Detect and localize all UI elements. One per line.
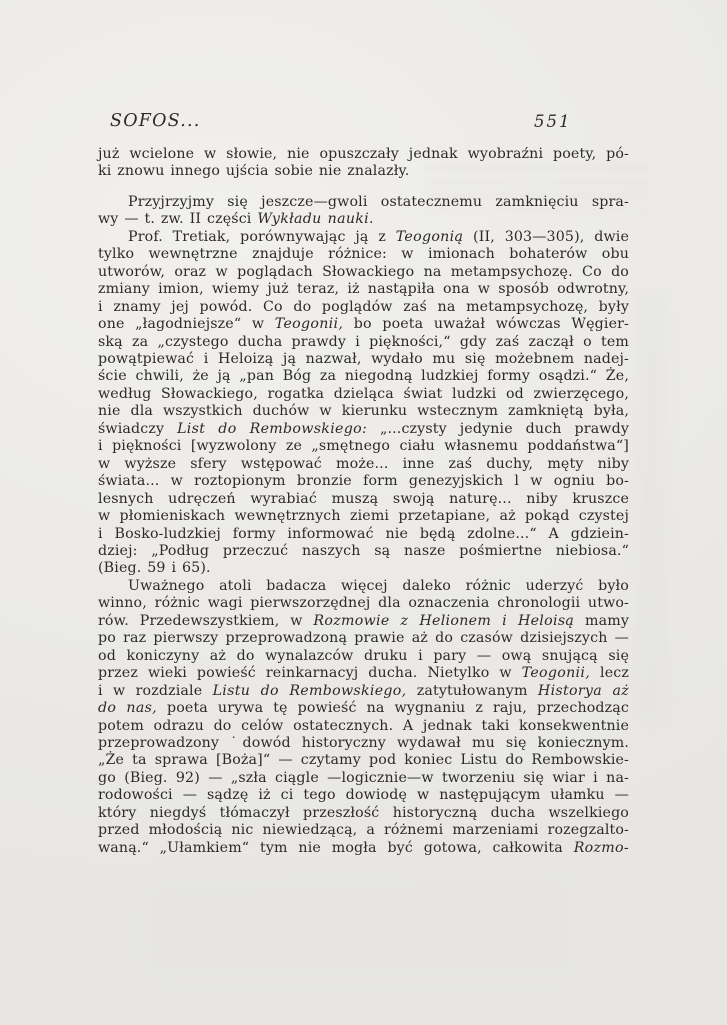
text-line (98, 386, 629, 403)
text-line (98, 805, 629, 822)
text-line (98, 421, 629, 438)
italic-text-segment: do nas, (98, 700, 157, 717)
text-segment: (II, 303—305), dwie (463, 228, 629, 245)
text-segment: Prof. Tretiak, porównywając ją z (128, 228, 396, 245)
text-segment: świadczy (98, 420, 178, 437)
text-segment: który niegdyś tłómaczył przeszłość historyczną ducha wszelkiego (98, 804, 629, 821)
text-segment: Uważnego atoli badacza więcej daleko różnic uderzyć było (128, 577, 629, 594)
text-segment: dziej: „Podług przeczuć naszych są nasze pośmiertne niebiosa.“ (98, 542, 629, 559)
text-line (98, 526, 629, 543)
text-segment: one „łagodniejsze“ w (98, 316, 275, 333)
text-line (98, 718, 629, 735)
text-segment: od koniczyny aż do wynalazców druku i pary — ową snującą się (98, 647, 629, 664)
text-segment: ki znowu innego ujścia sobie nie znalazły. (98, 163, 410, 180)
text-line (98, 648, 629, 665)
text-line (98, 368, 629, 385)
paragraph (98, 229, 629, 578)
text-segment: poeta urywa tę powieść na wygnaniu z raju, przechodząc (156, 700, 629, 717)
italic-text-segment: Rozmowie z Helionem i Heloisą (313, 612, 575, 629)
text-line (98, 578, 629, 595)
text-line (98, 403, 629, 420)
text-line (98, 334, 629, 351)
paragraph (98, 194, 629, 229)
text-line (98, 630, 629, 647)
text-line (98, 229, 629, 246)
text-line (98, 146, 629, 163)
page-header (110, 111, 630, 135)
text-line (98, 163, 629, 180)
scan-shadow-smudge (150, 880, 570, 970)
text-segment: „Że ta sprawa [Boża]“ — czytamy pod koniec Listu do Rembowskie- (98, 752, 629, 769)
text-segment: świata... w roztopionym bronzie form genezyjskich l w ogniu bo- (98, 473, 629, 490)
text-segment: już wcielone w słowie, nie opuszczały jednak wyobraźni poety, pó- (98, 146, 629, 162)
italic-text-segment: Historya aż (537, 682, 629, 699)
paragraph (98, 578, 629, 857)
body-text (98, 146, 629, 857)
text-segment: przez wieki powieść reinkarnacyj ducha. Nietylko w (98, 665, 522, 682)
text-segment: winno, różnic wagi pierwszorzędnej dla oznaczenia chronologii utwo- (98, 595, 629, 612)
text-line (98, 665, 629, 682)
paragraph (98, 146, 629, 181)
text-segment: ską za „czystego ducha prawdy i piękności,“ gdy zaś zaczął o tem (98, 333, 629, 350)
text-segment: i piękności [wyzwolony ze „smętnego ciału własnemu poddaństwa“] (98, 438, 629, 455)
text-line (98, 822, 629, 839)
text-line (98, 560, 629, 577)
text-segment: w wyższe sfery wstępować może... inne zaś duchy, męty niby (98, 455, 629, 472)
text-segment: waną.“ „Ułamkiem“ tym nie mogła być gotowa, całkowita (98, 839, 574, 856)
text-segment: rów. Przedewszystkiem, w (98, 612, 314, 629)
text-line (98, 700, 629, 717)
text-line (98, 194, 629, 211)
text-segment: ście chwili, że ją „pan Bóg za niegodną ludzkiej formy osądzi.“ Że, (98, 368, 629, 385)
page-number: 551 (534, 112, 572, 131)
text-segment: utworów, oraz w poglądach Słowackiego na metampsychozę. Co do (98, 263, 629, 280)
text-segment: (Bieg. 59 i 65). (98, 560, 211, 577)
scan-shadow-smudge (636, 290, 666, 720)
text-segment: zatytułowanym (406, 682, 538, 699)
italic-text-segment: Wykładu nauki (257, 211, 369, 228)
text-segment: tylko wewnętrzne znajduje różnice: w imionach bohaterów obu (98, 246, 629, 263)
text-line (98, 456, 629, 473)
text-segment: rodowości — sądzę iż ci tego dowiodę w następującym ułamku — (98, 787, 629, 804)
text-line (98, 770, 629, 787)
text-segment: potem odrazu do celów ostatecznych. A jednak taki konsekwentnie (98, 717, 629, 734)
text-line (98, 508, 629, 525)
text-segment: wy — t. zw. II części (98, 211, 258, 228)
text-line (98, 752, 629, 769)
text-line (98, 264, 629, 281)
text-line (98, 613, 629, 630)
text-line (98, 735, 629, 752)
text-line (98, 473, 629, 490)
text-segment: powątpiewać i Heloizą ją nazwał, wydało mu się możebnem nadej- (98, 350, 629, 367)
italic-text-segment: Teogonii, (521, 665, 591, 682)
text-segment: według Słowackiego, rogatka dzieląca świat ludzki od zwierzęcego, (98, 385, 629, 402)
text-line (98, 438, 629, 455)
text-segment: w płomieniskach wewnętrznych ziemi przetapiane, aż pokąd czystej (98, 508, 629, 525)
text-segment: przed młodością nic niewiedzącą, a różnemi marzeniami rozegzalto- (98, 822, 629, 839)
text-segment: i w rozdziale (98, 682, 213, 699)
italic-text-segment: Teogonii, (274, 316, 344, 333)
text-segment: nie dla wszystkich duchów w kierunku wstecznym zamkniętą była, (98, 403, 629, 420)
text-segment: . (369, 211, 374, 228)
text-segment: i znamy jej powód. Co do poglądów zaś na metampsychozę, były (98, 298, 629, 315)
text-line (98, 211, 629, 228)
text-segment: zmiany imion, wiemy już teraz, iż nastąpiła ona w sposób odwrotny, (98, 281, 629, 298)
text-segment: po raz pierwszy przeprowadzoną prawie aż do czasów dzisiejszych — (98, 630, 629, 647)
text-line (98, 246, 629, 263)
text-segment: go (Bieg. 92) — „szła ciągle —logicznie—w tworzeniu się wiar i na- (98, 769, 629, 786)
text-segment: Przyjrzyjmy się jeszcze—gwoli ostatecznemu zamknięciu spra- (128, 193, 629, 210)
text-segment: i Bosko-ludzkiej formy informować nie będą zdolne...“ A gdziein- (98, 525, 629, 542)
text-line (98, 595, 629, 612)
text-line (98, 491, 629, 508)
text-line (98, 299, 629, 316)
text-line (98, 351, 629, 368)
text-segment: lecz (590, 665, 629, 682)
running-title: SOFOS... (110, 111, 201, 131)
text-line (98, 840, 629, 857)
text-line (98, 683, 629, 700)
italic-text-segment: Teogonią (395, 228, 464, 245)
italic-text-segment: List do Rembowskiego: (177, 420, 368, 437)
text-line (98, 316, 629, 333)
text-segment: bo poeta uważał wówczas Węgier- (343, 316, 629, 333)
text-segment: lesnych udręczeń wyrabiać muszą swoją naturę... niby kruszce (98, 490, 629, 507)
text-line (98, 281, 629, 298)
text-segment: przeprowadzony ˙dowód historyczny wydawał mu się koniecznym. (98, 734, 629, 751)
text-segment: mamy (574, 612, 630, 629)
text-line (98, 543, 629, 560)
text-line (98, 787, 629, 804)
italic-text-segment: Listu do Rembowskiego, (212, 682, 407, 699)
text-segment: „...czysty jedynie duch prawdy (367, 420, 629, 437)
italic-text-segment: Rozmo- (573, 839, 629, 856)
